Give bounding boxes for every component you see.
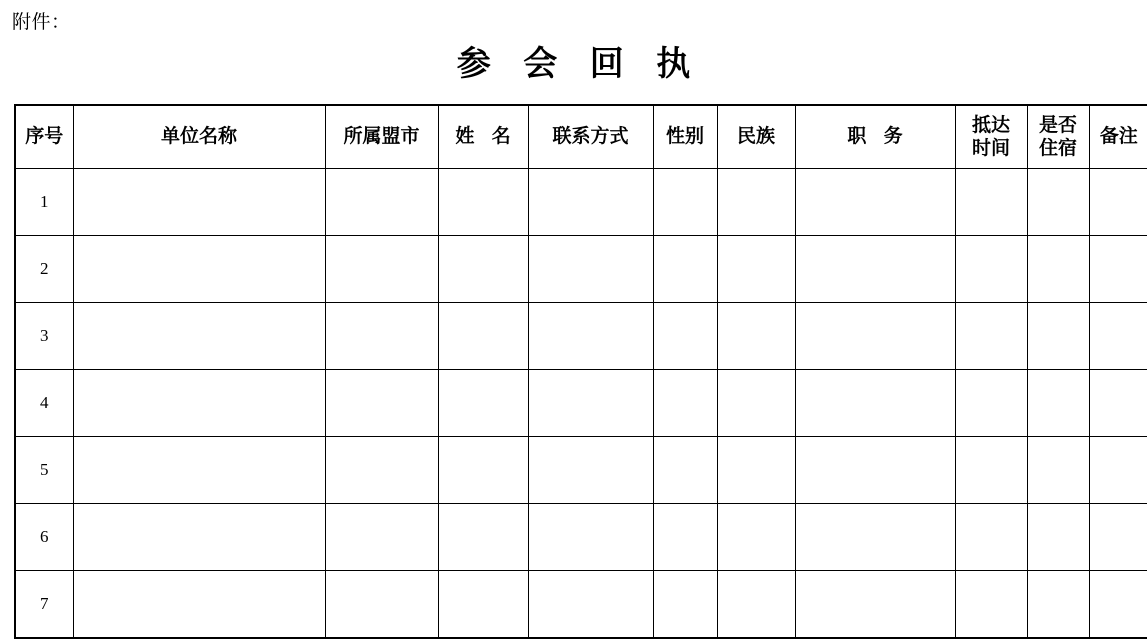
cell-index: 2 <box>15 236 73 303</box>
cell-unit-name[interactable] <box>73 571 325 639</box>
cell-remark[interactable] <box>1089 571 1147 639</box>
column-header-name-text: 姓 名 <box>455 126 517 147</box>
column-header-accommodation <box>1027 105 1089 169</box>
cell-accommodation[interactable] <box>1027 303 1089 370</box>
cell-arrival-time[interactable] <box>955 370 1027 437</box>
cell-duty[interactable] <box>795 437 955 504</box>
cell-index: 1 <box>15 169 73 236</box>
cell-league-city[interactable] <box>325 370 438 437</box>
table-row <box>15 303 1147 370</box>
column-header-arrival-time-line2: 时间 <box>971 138 1010 159</box>
cell-remark[interactable] <box>1089 504 1147 571</box>
cell-league-city[interactable] <box>325 236 438 303</box>
cell-contact[interactable] <box>528 437 653 504</box>
table-body <box>15 169 1147 639</box>
column-header-arrival-time-line1: 抵达 <box>971 115 1010 136</box>
cell-arrival-time[interactable] <box>955 236 1027 303</box>
cell-accommodation[interactable] <box>1027 437 1089 504</box>
cell-gender[interactable] <box>653 303 717 370</box>
column-header-ethnicity-text: 民族 <box>736 126 775 147</box>
cell-name[interactable] <box>438 169 528 236</box>
cell-arrival-time[interactable] <box>955 437 1027 504</box>
cell-duty[interactable] <box>795 303 955 370</box>
cell-league-city[interactable] <box>325 504 438 571</box>
cell-accommodation[interactable] <box>1027 169 1089 236</box>
cell-accommodation[interactable] <box>1027 370 1089 437</box>
column-header-unit-name-text: 单位名称 <box>160 126 237 147</box>
cell-duty[interactable] <box>795 571 955 639</box>
cell-duty[interactable] <box>795 236 955 303</box>
table-row <box>15 169 1147 236</box>
table-row <box>15 236 1147 303</box>
cell-gender[interactable] <box>653 437 717 504</box>
cell-gender[interactable] <box>653 236 717 303</box>
cell-accommodation[interactable] <box>1027 504 1089 571</box>
cell-arrival-time[interactable] <box>955 504 1027 571</box>
cell-name[interactable] <box>438 571 528 639</box>
cell-ethnicity[interactable] <box>717 571 795 639</box>
cell-remark[interactable] <box>1089 236 1147 303</box>
cell-duty[interactable] <box>795 169 955 236</box>
cell-contact[interactable] <box>528 169 653 236</box>
receipt-table <box>14 104 1147 639</box>
cell-league-city[interactable] <box>325 437 438 504</box>
cell-index: 5 <box>15 437 73 504</box>
column-header-remark <box>1089 105 1147 169</box>
column-header-duty <box>795 105 955 169</box>
column-header-gender <box>653 105 717 169</box>
table-row <box>15 437 1147 504</box>
cell-remark[interactable] <box>1089 370 1147 437</box>
column-header-accommodation-line2: 住宿 <box>1038 138 1077 159</box>
cell-unit-name[interactable] <box>73 303 325 370</box>
cell-ethnicity[interactable] <box>717 169 795 236</box>
column-header-unit-name <box>73 105 325 169</box>
cell-contact[interactable] <box>528 303 653 370</box>
column-header-contact-text: 联系方式 <box>552 126 629 147</box>
column-header-index <box>15 105 73 169</box>
cell-arrival-time[interactable] <box>955 303 1027 370</box>
cell-unit-name[interactable] <box>73 437 325 504</box>
cell-name[interactable] <box>438 504 528 571</box>
column-header-league-city-text: 所属盟市 <box>343 126 420 147</box>
cell-ethnicity[interactable] <box>717 236 795 303</box>
cell-arrival-time[interactable] <box>955 169 1027 236</box>
column-header-index-text: 序号 <box>25 126 64 147</box>
table-header-row <box>15 105 1147 169</box>
cell-contact[interactable] <box>528 571 653 639</box>
cell-unit-name[interactable] <box>73 169 325 236</box>
cell-name[interactable] <box>438 236 528 303</box>
cell-gender[interactable] <box>653 504 717 571</box>
cell-gender[interactable] <box>653 370 717 437</box>
column-header-name <box>438 105 528 169</box>
cell-index: 3 <box>15 303 73 370</box>
attachment-label: 附件： <box>12 12 71 33</box>
cell-index: 4 <box>15 370 73 437</box>
column-header-duty-text: 职 务 <box>847 126 909 147</box>
cell-name[interactable] <box>438 437 528 504</box>
cell-remark[interactable] <box>1089 437 1147 504</box>
column-header-league-city <box>325 105 438 169</box>
cell-ethnicity[interactable] <box>717 504 795 571</box>
table-row <box>15 370 1147 437</box>
cell-contact[interactable] <box>528 370 653 437</box>
cell-unit-name[interactable] <box>73 370 325 437</box>
cell-remark[interactable] <box>1089 303 1147 370</box>
cell-unit-name[interactable] <box>73 236 325 303</box>
column-header-arrival-time <box>955 105 1027 169</box>
cell-ethnicity[interactable] <box>717 437 795 504</box>
cell-ethnicity[interactable] <box>717 370 795 437</box>
cell-remark[interactable] <box>1089 169 1147 236</box>
cell-index: 7 <box>15 571 73 639</box>
column-header-ethnicity <box>717 105 795 169</box>
cell-name[interactable] <box>438 303 528 370</box>
cell-league-city[interactable] <box>325 571 438 639</box>
cell-arrival-time[interactable] <box>955 571 1027 639</box>
cell-contact[interactable] <box>528 236 653 303</box>
cell-league-city[interactable] <box>325 303 438 370</box>
cell-gender[interactable] <box>653 571 717 639</box>
cell-league-city[interactable] <box>325 169 438 236</box>
cell-name[interactable] <box>438 370 528 437</box>
cell-gender[interactable] <box>653 169 717 236</box>
table-header <box>15 105 1147 169</box>
column-header-remark-text: 备注 <box>1099 126 1138 147</box>
cell-accommodation[interactable] <box>1027 236 1089 303</box>
cell-ethnicity[interactable] <box>717 303 795 370</box>
column-header-contact <box>528 105 653 169</box>
cell-index: 6 <box>15 504 73 571</box>
cell-contact[interactable] <box>528 504 653 571</box>
column-header-gender-text: 性别 <box>665 126 704 147</box>
column-header-accommodation-line1: 是否 <box>1038 115 1077 136</box>
receipt-table-wrapper <box>14 104 1138 639</box>
cell-duty[interactable] <box>795 370 955 437</box>
cell-accommodation[interactable] <box>1027 571 1089 639</box>
page-title: 参 会 回 执 <box>456 46 703 83</box>
table-row <box>15 504 1147 571</box>
cell-duty[interactable] <box>795 504 955 571</box>
cell-unit-name[interactable] <box>73 504 325 571</box>
table-row <box>15 571 1147 639</box>
